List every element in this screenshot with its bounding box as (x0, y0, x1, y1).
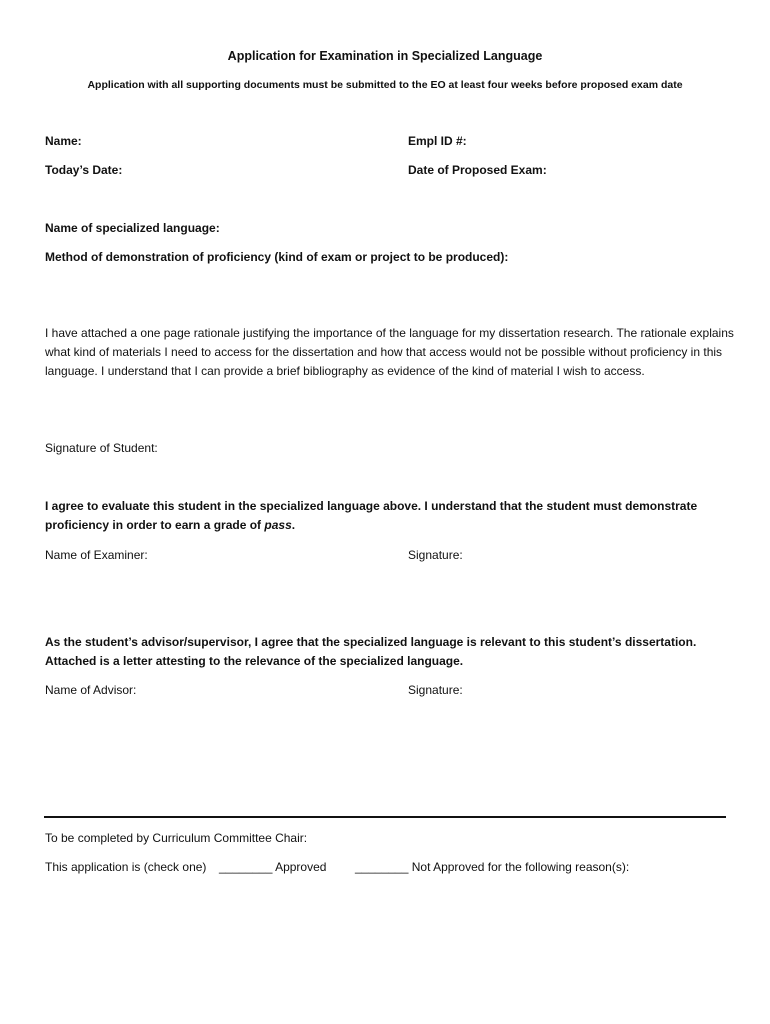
todays-date-label: Today’s Date: (45, 163, 123, 177)
submission-note: Application with all supporting documents must be submitted to the EO at least four weeks before proposed exam date (87, 79, 683, 91)
examiner-statement-text: I agree to evaluate this student in the specialized language above. I understand that the student must demonstrate proficiency in order to earn a grade of (45, 499, 698, 532)
approved-option[interactable]: ________ Approved (219, 860, 327, 874)
examiner-signature-label: Signature: (408, 548, 463, 562)
committee-heading: To be completed by Curriculum Committee Chair: (45, 831, 308, 845)
name-label: Name: (45, 134, 82, 148)
advisor-statement: As the student’s advisor/supervisor, I agree that the specialized language is relevant to this student’s dissertation. Attached is a letter attesting to the relevance of the specialized language. (45, 635, 697, 668)
rationale-statement: I have attached a one page rationale justifying the importance of the language for my dissertation research. The rationale explains what kind of materials I need to access for the dissertation and how that access would not be possible without proficiency in this language. I understand that I can provide a brief bibliography as evidence of the kind of material I wish to access. (45, 326, 734, 378)
examiner-statement (45, 497, 735, 535)
examiner-statement-end: . (291, 518, 296, 532)
section-divider (44, 816, 726, 818)
grade-pass-emphasis: pass (264, 518, 292, 532)
advisor-name-label: Name of Advisor: (45, 683, 137, 697)
proposed-exam-date-label: Date of Proposed Exam: (408, 163, 547, 177)
examiner-name-label: Name of Examiner: (45, 548, 148, 562)
advisor-signature-label: Signature: (408, 683, 463, 697)
not-approved-option[interactable]: ________ Not Approved for the following reason(s): (355, 860, 630, 874)
specialized-language-label: Name of specialized language: (45, 221, 220, 235)
check-one-label: This application is (check one) (45, 860, 207, 874)
student-signature-label: Signature of Student: (45, 441, 158, 455)
proficiency-method-label: Method of demonstration of proficiency (kind of exam or project to be produced): (45, 250, 509, 264)
form-title: Application for Examination in Specialized Language (227, 49, 543, 63)
empl-id-label: Empl ID #: (408, 134, 467, 148)
